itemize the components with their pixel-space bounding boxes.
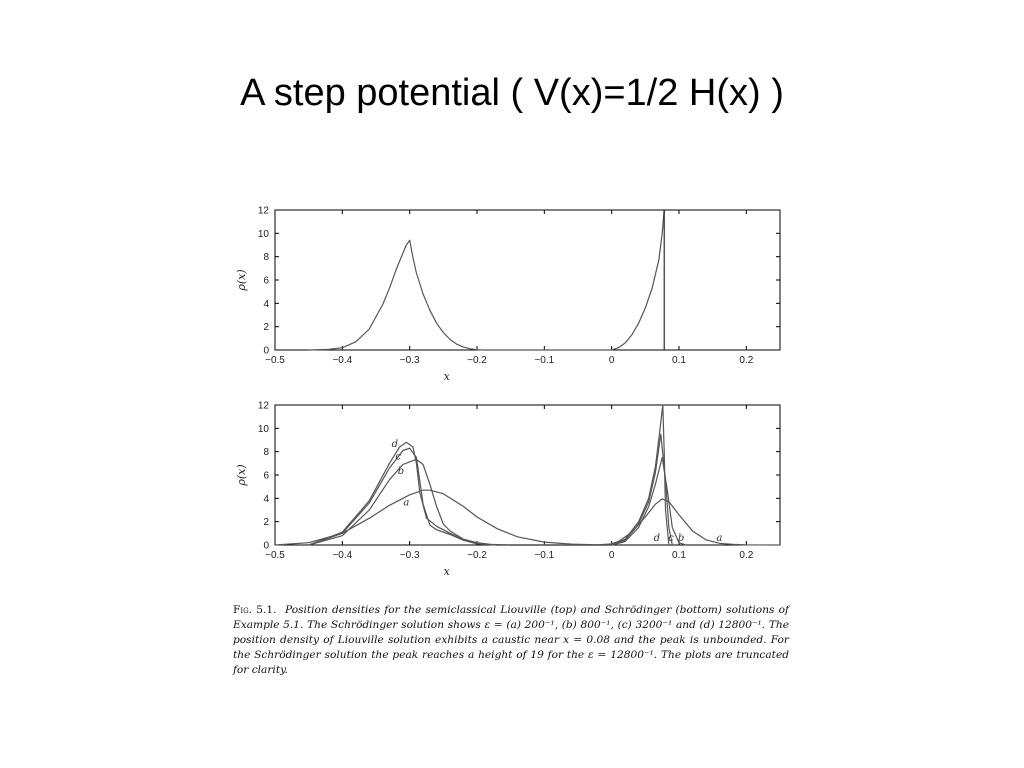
chart-top-liouville [235, 206, 780, 384]
top-y-tick-label: 8 [263, 252, 269, 264]
figure-caption [233, 603, 789, 678]
bottom-series-tag-d: d [391, 439, 399, 450]
bottom-y-tick-label: 8 [263, 447, 269, 459]
top-plot-frame [275, 210, 780, 350]
top-x-tick-label: −0.5 [265, 355, 285, 366]
bottom-x-tick-label: −0.4 [332, 550, 353, 561]
bottom-x-tick-label: −0.2 [467, 550, 487, 561]
bottom-peak-tag-b: b [677, 533, 685, 544]
top-y-tick-label: 12 [257, 205, 269, 217]
bottom-series-tag-b: b [397, 465, 405, 477]
top-y-tick-label: 6 [263, 275, 269, 287]
bottom-series-tag-a: a [403, 497, 410, 509]
chart-bottom-schrodinger [235, 401, 780, 579]
top-x-tick-label: −0.3 [399, 355, 420, 366]
bottom-x-tick-label: −0.3 [399, 550, 420, 561]
bottom-y-axis-label: ρ(x) [235, 464, 248, 486]
bottom-y-tick-label: 10 [257, 423, 269, 435]
bottom-y-tick-label: 0 [263, 540, 269, 552]
bottom-x-tick-label: 0.2 [739, 550, 754, 561]
top-series-line-0 [309, 210, 665, 350]
bottom-peak-tag-c: c [668, 533, 674, 544]
bottom-y-tick-label: 4 [263, 493, 269, 505]
bottom-x-tick-label: −0.1 [534, 550, 555, 561]
top-y-tick-label: 10 [257, 228, 269, 240]
top-x-tick-label: −0.4 [332, 355, 353, 366]
bottom-series-tag-c: c [395, 451, 402, 463]
top-x-tick-label: 0.1 [672, 355, 686, 366]
bottom-y-tick-label: 6 [263, 470, 269, 482]
caption-text: Position densities for the semiclassical Liouville (top) and Schrödinger (bottom) solutions of Example 5.1. The Schrödinger solution shows ε = (a) 200⁻¹, (b) 800⁻¹, (c) 3200⁻¹ and (d) 12800⁻¹. The position density of Liouville solution exhibits a caustic near x = 0.08 and the peak is unbounded. For the Schrödinger solution the peak reaches a height of 19 for the ε = 12800⁻¹. The plots are truncated for clarity. [233, 604, 789, 676]
bottom-series-line-c [309, 434, 673, 545]
top-x-tick-label: −0.1 [534, 355, 555, 366]
figure [220, 195, 800, 590]
bottom-peak-tag-a: a [716, 533, 723, 544]
top-y-tick-label: 0 [263, 345, 269, 357]
top-x-tick-label: −0.2 [467, 355, 487, 366]
bottom-peak-tag-d: d [653, 533, 660, 544]
bottom-x-axis-label: x [443, 565, 450, 578]
top-x-axis-label: x [443, 370, 450, 383]
top-y-axis-label: ρ(x) [235, 269, 248, 291]
bottom-series-line-a [275, 490, 780, 545]
caption-label: Fig. 5.1. [233, 604, 277, 616]
top-x-tick-label: 0.2 [739, 355, 754, 366]
bottom-y-tick-label: 2 [263, 517, 269, 529]
charts-svg [220, 195, 800, 590]
slide-title: A step potential ( V(x)=1/2 H(x) ) [240, 72, 784, 114]
bottom-x-tick-label: 0.1 [672, 550, 686, 561]
bottom-x-tick-label: −0.5 [265, 550, 285, 561]
top-y-tick-label: 2 [263, 322, 269, 334]
top-y-tick-label: 4 [263, 298, 269, 310]
top-x-tick-label: 0 [608, 355, 615, 366]
bottom-y-tick-label: 12 [257, 400, 269, 412]
bottom-x-tick-label: 0 [608, 550, 615, 561]
bottom-series-line-b [309, 458, 686, 546]
